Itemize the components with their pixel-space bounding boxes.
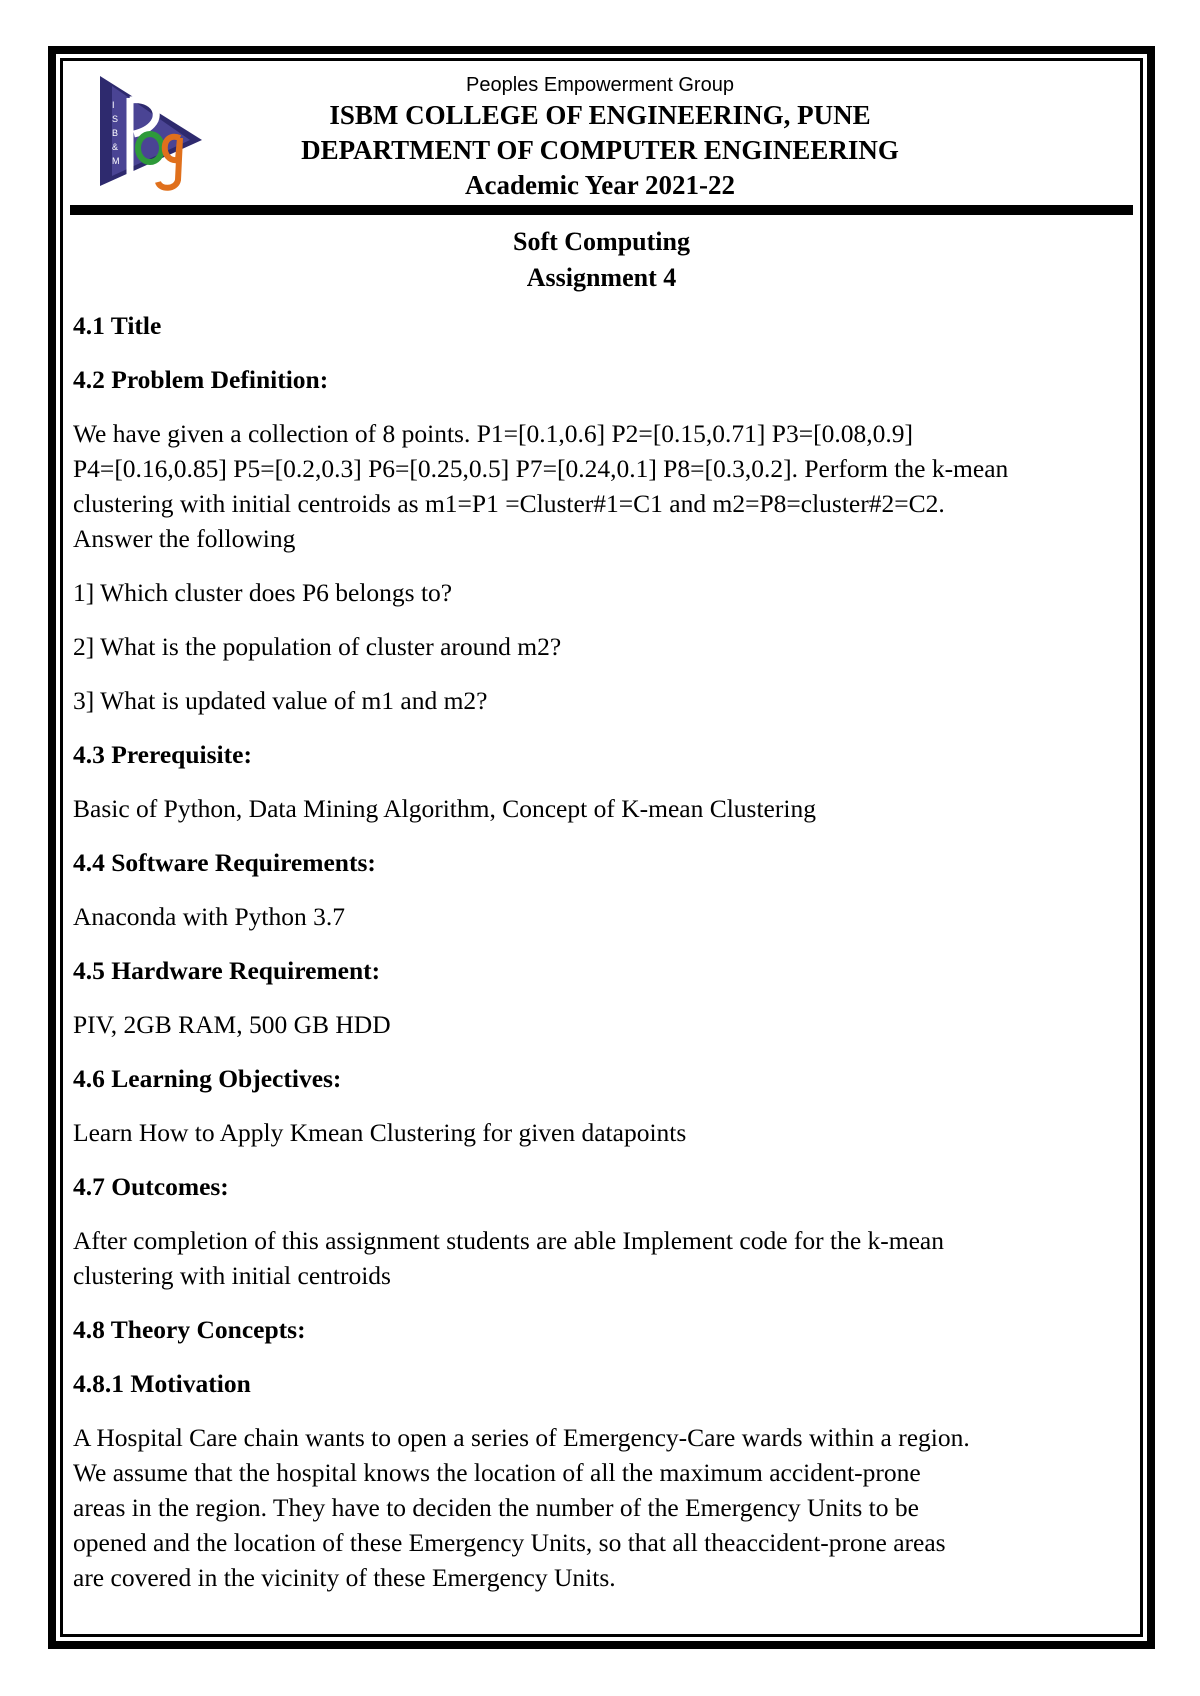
objectives-text: Learn How to Apply Kmean Clustering for given datapoints xyxy=(73,1118,687,1147)
section-problem-heading: 4.2 Problem Definition: xyxy=(73,365,329,394)
hardware-text: PIV, 2GB RAM, 500 GB HDD xyxy=(73,1010,391,1039)
logo-isbm-text: I xyxy=(112,100,115,110)
section-theory-heading: 4.8 Theory Concepts: xyxy=(73,1315,306,1344)
outcomes-line: clustering with initial centroids xyxy=(73,1261,391,1290)
svg-text:M: M xyxy=(112,156,120,166)
software-text: Anaconda with Python 3.7 xyxy=(73,902,345,931)
department-name: DEPARTMENT OF COMPUTER ENGINEERING xyxy=(301,135,899,165)
document-body xyxy=(73,308,1133,1595)
motivation-line: opened and the location of these Emergency Units, so that all theaccident-prone areas xyxy=(73,1528,946,1557)
section-objectives-heading: 4.6 Learning Objectives: xyxy=(73,1064,342,1093)
section-title-heading: 4.1 Title xyxy=(73,311,162,340)
problem-line: P4=[0.16,0.85] P5=[0.2,0.3] P6=[0.25,0.5] P7=[0.24,0.1] P8=[0.3,0.2]. Perform the k-mean xyxy=(73,454,1009,483)
outcomes-line: After completion of this assignment students are able Implement code for the k-mean xyxy=(73,1226,944,1255)
academic-year: Academic Year 2021-22 xyxy=(465,170,735,200)
assignment-title: Assignment 4 xyxy=(526,263,677,292)
question-item: 2] What is the population of cluster around m2? xyxy=(73,632,562,661)
college-name: ISBM COLLEGE OF ENGINEERING, PUNE xyxy=(329,100,871,130)
svg-text:&: & xyxy=(112,142,119,152)
motivation-line: A Hospital Care chain wants to open a series of Emergency-Care wards within a region. xyxy=(73,1423,970,1452)
question-item: 3] What is updated value of m1 and m2? xyxy=(73,686,488,715)
problem-line: clustering with initial centroids as m1=P1 =Cluster#1=C1 and m2=P8=cluster#2=C2. xyxy=(73,489,945,518)
section-software-heading: 4.4 Software Requirements: xyxy=(73,848,376,877)
college-logo xyxy=(90,68,212,198)
subject-title: Soft Computing xyxy=(513,227,690,256)
section-hardware-heading: 4.5 Hardware Requirement: xyxy=(73,956,381,985)
question-item: 1] Which cluster does P6 belongs to? xyxy=(73,578,453,607)
org-name: Peoples Empowerment Group xyxy=(466,74,734,96)
page-header xyxy=(240,72,960,203)
motivation-line: are covered in the vicinity of these Emergency Units. xyxy=(73,1563,616,1592)
section-motivation-heading: 4.8.1 Motivation xyxy=(73,1369,251,1398)
section-outcomes-heading: 4.7 Outcomes: xyxy=(73,1172,229,1201)
prereq-text: Basic of Python, Data Mining Algorithm, Concept of K-mean Clustering xyxy=(73,794,816,823)
problem-line: Answer the following xyxy=(73,524,296,553)
motivation-line: areas in the region. They have to deciden the number of the Emergency Units to be xyxy=(73,1493,919,1522)
motivation-line: We assume that the hospital knows the location of all the maximum accident-prone xyxy=(73,1458,921,1487)
header-divider xyxy=(70,205,1133,215)
problem-line: We have given a collection of 8 points. P1=[0.1,0.6] P2=[0.15,0.71] P3=[0.08,0.9] xyxy=(73,419,913,448)
svg-text:S: S xyxy=(112,114,119,124)
svg-text:B: B xyxy=(112,128,119,138)
section-prereq-heading: 4.3 Prerequisite: xyxy=(73,740,252,769)
